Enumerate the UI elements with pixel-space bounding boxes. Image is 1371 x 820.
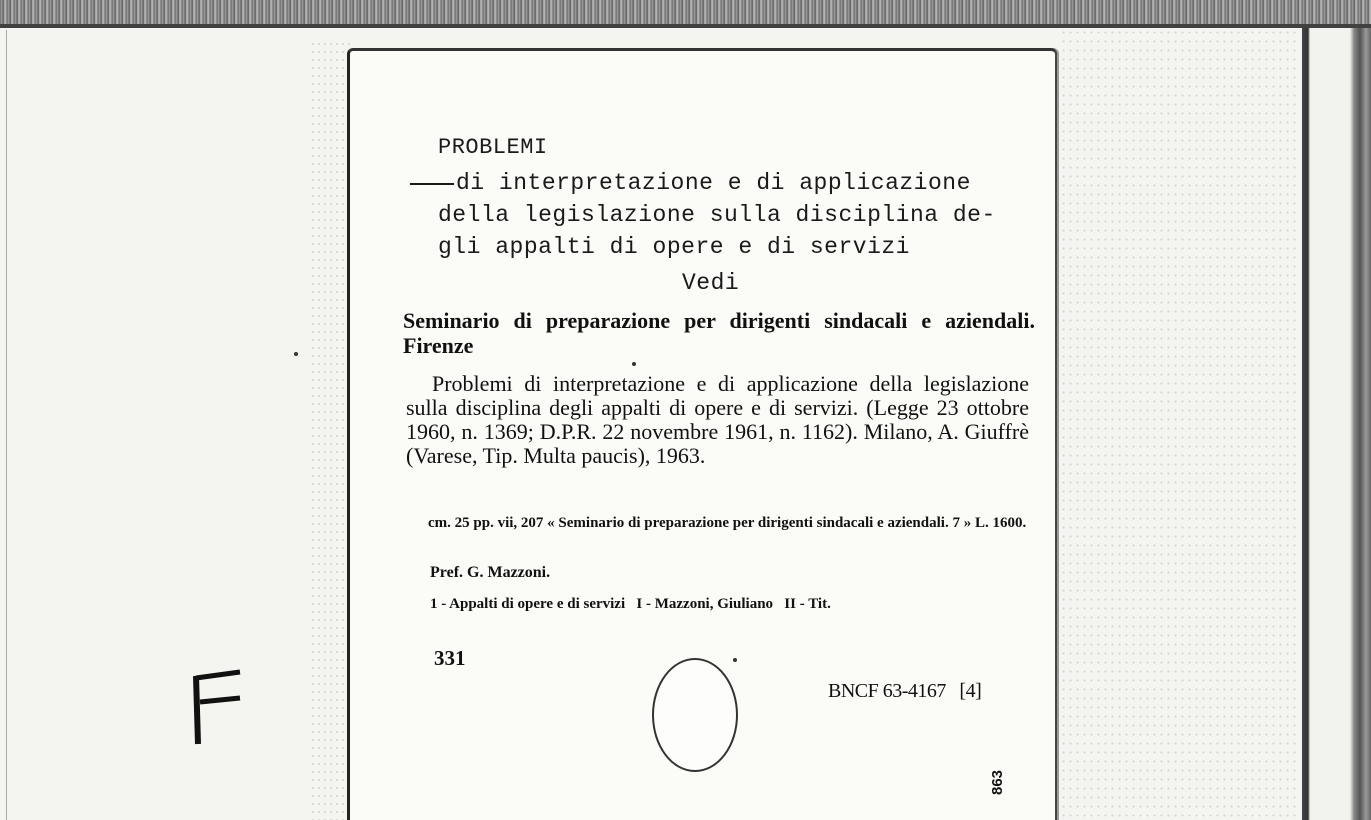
card-vertical-number: 863 [989,769,1006,795]
typed-line-3: gli appalti di opere e di servizi [438,234,910,260]
card-shelfmark: BNCF 63-4167 [4] [828,680,982,702]
card-author-heading: Seminario di preparazione per dirigenti sindacali e aziendali. Firenze [403,308,1035,358]
card-subject-tracings: 1 - Appalti di opere e di servizi I - Mazzoni, Giuliano II - Tit. [430,596,831,612]
card-title-description: Problemi di interpretazione e di applicazione della legislazione sulla disciplina degli appalti di opere e di servizi. (Legge 23 ottobre 1960, n. 1369; D.P.R. 22 novembre 1961, n. 1162). Milano, A. Giuffrè (Varese, Tip. Multa paucis), 1963. [406,371,1029,468]
card-physical-description: cm. 25 pp. vii, 207 « Seminario di preparazione per dirigenti sindacali e aziendali. 7 » L. 1600. [428,515,1027,531]
typed-heading: PROBLEMI [438,135,548,160]
scan-left-edge [6,30,7,820]
card-number: 331 [434,646,466,670]
card-preface-note: Pref. G. Mazzoni. [430,564,551,581]
card-tab-marker-icon [188,664,248,746]
typed-line-1 [410,168,971,199]
typed-line-1-text: di interpretazione e di applicazione [456,170,971,196]
scan-noise-left [310,40,350,820]
typed-underscore [410,183,454,185]
scan-speck [294,352,298,356]
scan-speck [632,362,636,366]
scan-top-border [0,0,1371,28]
scan-speck [733,658,737,662]
typed-line-2: della legislazione sulla disciplina de- [438,202,996,228]
scan-noise-right [1060,28,1300,820]
typed-see-reference: Vedi [682,270,740,296]
card-punch-hole [652,658,738,772]
scan-right-strip [1302,28,1371,820]
